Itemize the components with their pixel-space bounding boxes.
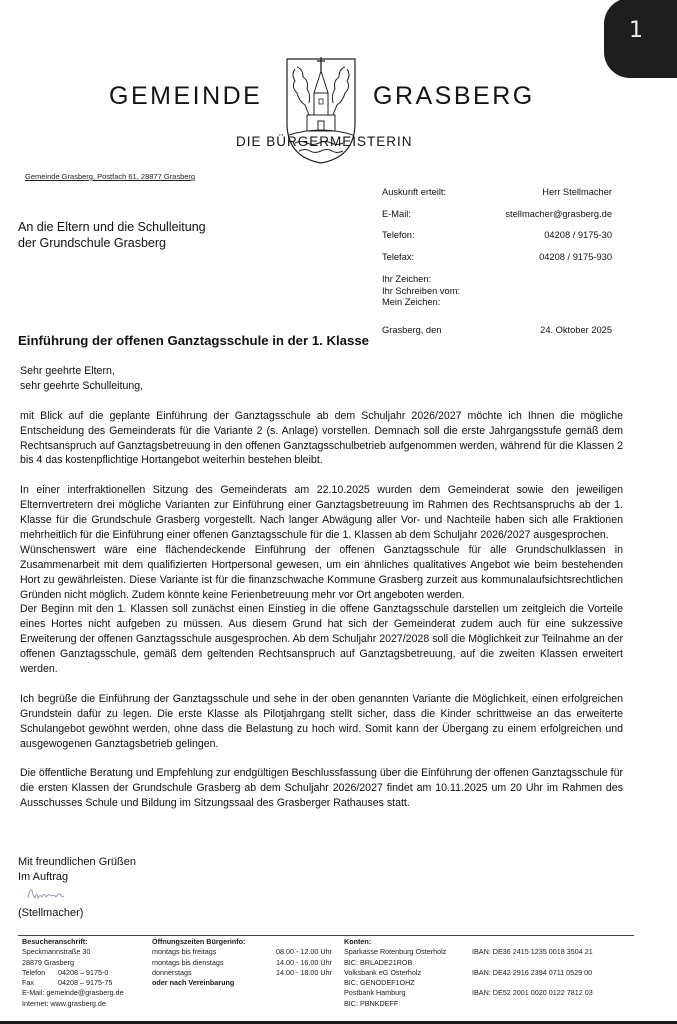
recipient-line: der Grundschule Grasberg	[18, 236, 166, 250]
hours-note: oder nach Vereinbarung	[152, 978, 235, 988]
signature-icon	[26, 886, 66, 902]
body-paragraph: Ich begrüße die Einführung der Ganztagsschule und sehe in der oben genannten Variante die Möglichkeit, einen erfolgreichen Grundstein dafür zu legen. Die erste Klasse als Pilotjahrgang stellt sicher, dass die Kinder schrittweise an das erweiterte Schulangebot gewöhnt werden, ohne dass die Belastung zu hoch wird. Somit kann der Übergang zu einem erfolgreichen und ausgewogenen Ganztagsbetrieb gelingen.	[20, 692, 623, 750]
footer-website[interactable]: Internet: www.grasberg.de	[22, 998, 106, 1008]
recipient-address	[18, 219, 206, 251]
contact-info-block	[382, 187, 612, 273]
ref-ihr-zeichen: Ihr Zeichen:	[382, 274, 432, 284]
bank-bic: BIC: GENODEF1OHZ	[344, 978, 415, 988]
signatory-name: (Stellmacher)	[18, 907, 84, 919]
body-paragraph: Wünschenswert wäre eine flächendeckende Einführung der offenen Ganztagsschule für alle Grundschulklassen in Zusammenarbeit mit dem qualifizierten Hortpersonal gewesen, um ein ähnliches qualitatives Angebot wie beim bestehenden Hort zu gewährleisten. Diese Variante ist für die finanzschwache Kommune Grasberg zurzeit aus kommunalaufsichtsrechtlichen Gründen nicht möglich. Zudem könnte keine Ferienbetreuung mehr vor Ort angeboten werden.	[20, 543, 623, 601]
letter-body	[20, 364, 623, 811]
ref-ihr-schreiben: Ihr Schreiben vom:	[382, 285, 461, 296]
page-indicator	[604, 0, 677, 78]
letterhead-left-word: GEMEINDE	[109, 82, 263, 110]
sender-return-address: Gemeinde Grasberg, Postfach 61, 28877 Grasberg	[25, 172, 196, 181]
footer-city: 28879 Grasberg	[22, 957, 74, 967]
bank-bic: BIC: BRLADE21ROB	[344, 957, 413, 967]
bank-bic: BIC: PBNKDEFF	[344, 998, 399, 1008]
contact-row	[382, 252, 612, 274]
contact-label: E-Mail:	[382, 208, 411, 219]
ref-mein-zeichen: Mein Zeichen:	[382, 297, 441, 307]
footer-heading: Öffnungszeiten Bürgerinfo:	[152, 937, 246, 946]
closing-on-behalf: Im Auftrag	[18, 870, 69, 883]
letterhead-subtitle: DIE BÜRGERMEISTERIN	[236, 134, 413, 149]
contact-label: Telefax:	[382, 251, 415, 262]
body-paragraph: In einer interfraktionellen Sitzung des Gemeinderats am 22.10.2025 wurden dem Gemeinderat sowie den jeweiligen Elternvertretern drei mögliche Varianten zur Einführung einer Ganztagsbetreuung im Rahmen des Rechtsanspruchs ab der 1. Klasse für die Grundschule Grasberg vorgestellt. Nach langer Abwägung aller Vor- und Nachteile haben sich alle Fraktionen mehrheitlich für die Einführung einer offenen Ganztagsschule für die 1. Klassen ab dem Schuljahr 2026/2027 ausgesprochen.	[20, 484, 623, 541]
contact-email[interactable]: stellmacher@grasberg.de	[505, 208, 612, 219]
body-paragraph: Der Beginn mit den 1. Klassen soll zunächst einen Einstieg in die offene Ganztagsschule darstellen um zeitgleich die Vorteile eines Hortes nicht aufgeben zu müssen. Aus diesem Grund hat sich der Gemeinderat zudem auch für eine sukzessive Erweiterung der offenen Ganztagsschule ausgesprochen. Ab dem Schuljahr 2027/2028 soll die Möglichkeit zur Teilnahme an der offenen Ganztagsschule, gemäß dem geltenden Rechtsanspruch auf Ganztagsbetreuung, auf die zweiten Klassen erweitert werden.	[20, 603, 623, 676]
reference-block	[382, 274, 460, 309]
footer-divider	[18, 935, 634, 936]
closing	[18, 855, 136, 884]
recipient-line: An die Eltern und die Schulleitung	[18, 220, 206, 234]
footer-heading: Konten:	[344, 937, 372, 946]
dateline-label: Grasberg, den	[382, 325, 442, 335]
footer-email[interactable]: E-Mail: gemeinde@grasberg.de	[22, 988, 124, 998]
footer-phone: Telefon 04208 – 9175-0	[22, 967, 109, 977]
footer-heading: Besucheranschrift:	[22, 937, 88, 946]
footer-opening-hours	[152, 937, 332, 988]
footer-fax: Fax 04208 – 9175-75	[22, 978, 113, 988]
salutation-line: Sehr geehrte Eltern,	[20, 365, 115, 377]
hours-row: montags bis freitags 08.00 - 12.00 Uhr	[152, 947, 332, 957]
contact-label: Telefon:	[382, 230, 415, 240]
body-paragraph: Die öffentliche Beratung und Empfehlung zur endgültigen Beschlussfassung über die Einführung der offenen Ganztagsschule für die ersten Klassen der Grundschule Grasberg ab dem Schuljahr 2026/2027 findet am 10.11.2025 um 20 Uhr im Rahmen des Ausschusses Schule und Bildung im Sitzungssaal des Grasberger Rathauses statt.	[20, 767, 623, 810]
salutation-line: sehr geehrte Schulleitung,	[20, 379, 144, 392]
footer-street: Speckmannstraße 30	[22, 947, 91, 957]
bank-row: Postbank Hamburg IBAN: DE52 2001 0020 0122 7812 03	[344, 988, 593, 998]
closing-greeting: Mit freundlichen Grüßen	[18, 856, 136, 868]
footer-visitor-address	[22, 937, 152, 1009]
page-number: 1	[629, 18, 643, 43]
body-paragraph: mit Blick auf die geplante Einführung der Ganztagsschule ab dem Schuljahr 2026/2027 möchte ich Ihnen die mögliche Entscheidung des Gemeinderats für die Variante 2 (s. Anlage) vorstellen. Demnach soll die erste Jahrgangsstufe gemäß dem Rechtsanspruch auf Ganztagsbetreuung in den offenen Ganztagsschulbetrieb aufgenommen werden, während für die Klassen 2 bis 4 das kostenpflichtige Hortangebot weiterhin bestehen bleibt.	[20, 409, 623, 467]
hours-row: donnerstags 14.00 - 18.00 Uhr	[152, 967, 332, 977]
letter-date: 24. Oktober 2025	[540, 325, 612, 335]
dateline	[382, 325, 612, 335]
letterhead-right-word: GRASBERG	[373, 82, 535, 110]
contact-row	[382, 187, 612, 209]
contact-row	[382, 209, 612, 231]
contact-row	[382, 230, 612, 252]
contact-value: Herr Stellmacher	[542, 187, 612, 197]
hours-row: montags bis dienstags 14.00 - 16.00 Uhr	[152, 957, 332, 967]
contact-value: 04208 / 9175-30	[544, 230, 612, 240]
contact-label: Auskunft erteilt:	[382, 187, 447, 197]
bank-row: Sparkasse Rotenburg Osterholz IBAN: DE36 2415 1235 0018 3504 21	[344, 947, 593, 957]
letter-subject: Einführung der offenen Ganztagsschule in der 1. Klasse	[18, 333, 370, 348]
bank-row: Volksbank eG Osterholz IBAN: DE42 2916 2394 0711 0529 00	[344, 967, 593, 977]
footer-bank-accounts	[344, 937, 644, 1009]
contact-value: 04208 / 9175-930	[539, 251, 612, 262]
